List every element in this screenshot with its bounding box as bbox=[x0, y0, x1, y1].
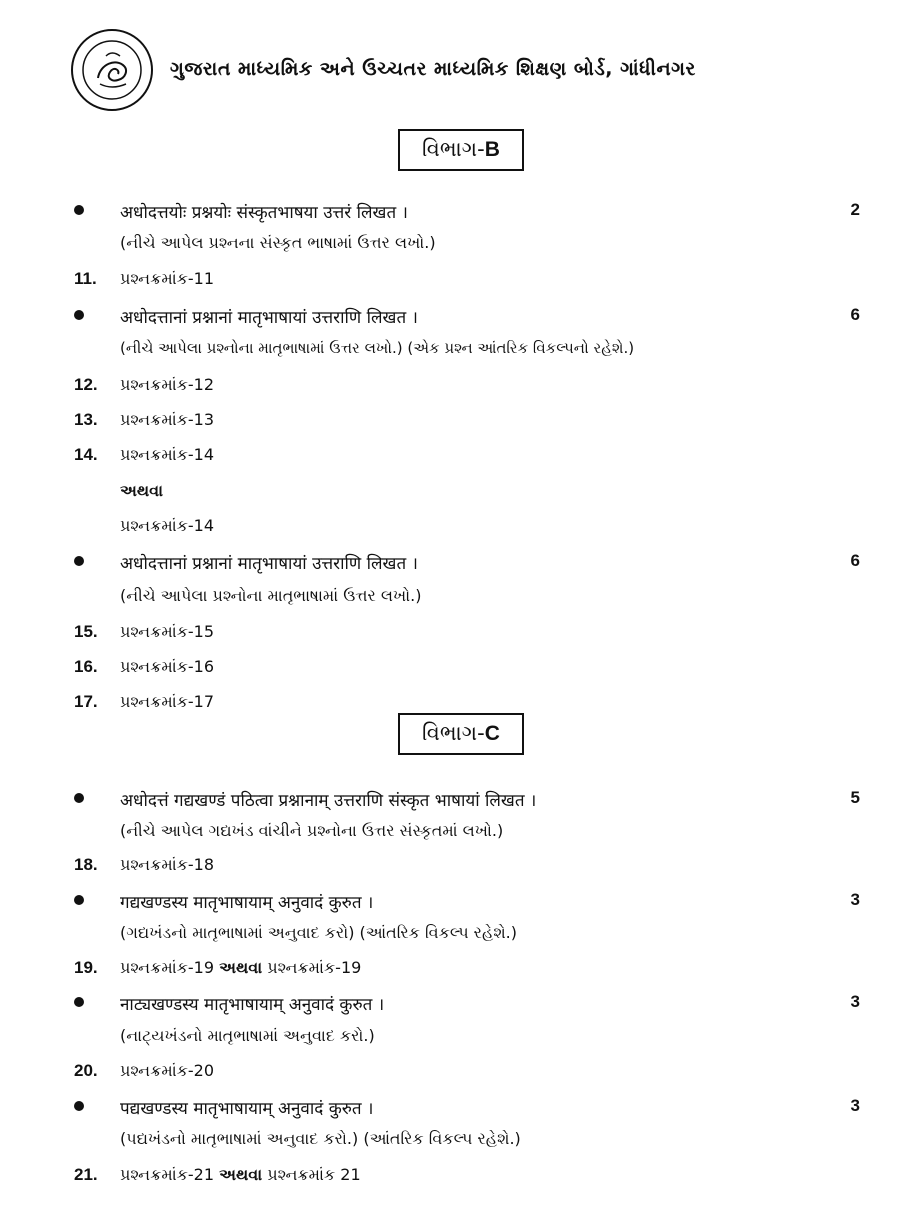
section-b-prefix: વિભાગ- bbox=[422, 137, 485, 161]
question-label-alt: પ્રશ્નક્રમાંક-19 bbox=[267, 958, 362, 977]
question-label bbox=[120, 1165, 361, 1185]
section-c-letter: C bbox=[484, 722, 500, 745]
question-row bbox=[0, 1061, 918, 1091]
instruction-gujarati: (પદ્યખંડનો માતૃભાષામાં અનુવાદ કરો.) (આંતરિક વિકલ્પ રહેશે.) bbox=[120, 1129, 521, 1148]
instruction-sanskrit: गद्यखण्डस्य मातृभाषायाम् अनुवादं कुरुत । bbox=[120, 893, 374, 913]
instruction-row bbox=[0, 992, 918, 1022]
instruction-row bbox=[0, 200, 918, 230]
instruction-sanskrit: अधोदत्तयोः प्रश्नयोः संस्कृतभाषया उत्तरं लिखत । bbox=[120, 203, 409, 223]
question-label: પ્રશ્નક્રમાંક-11 bbox=[120, 269, 215, 288]
alt-question-row bbox=[0, 516, 918, 546]
section-c-heading bbox=[398, 713, 524, 755]
question-row bbox=[0, 1165, 918, 1195]
bullet-icon bbox=[74, 997, 84, 1007]
question-label: પ્રશ્નક્રમાંક-14 bbox=[120, 445, 215, 464]
question-number: 14. bbox=[74, 445, 98, 464]
or-label: અથવા bbox=[219, 958, 263, 977]
question-label: પ્રશ્નક્રમાંક-18 bbox=[120, 855, 215, 874]
or-row bbox=[0, 481, 918, 511]
question-number: 11. bbox=[74, 269, 97, 288]
question-number: 19. bbox=[74, 958, 98, 977]
question-label: પ્રશ્નક્રમાંક-17 bbox=[120, 692, 215, 711]
bullet-icon bbox=[74, 205, 84, 215]
section-b-heading bbox=[398, 129, 524, 171]
instruction-sanskrit: अधोदत्तं गद्यखण्डं पठित्वा प्रश्नानाम् उत्तराणि संस्कृत भाषायां लिखत । bbox=[120, 791, 537, 811]
bullet-icon bbox=[74, 556, 84, 566]
question-number: 18. bbox=[74, 855, 98, 874]
bullet-icon bbox=[74, 895, 84, 905]
instruction-sanskrit: अधोदत्तानां प्रश्नानां मातृभाषायां उत्तराणि लिखत । bbox=[120, 308, 418, 328]
marks: 6 bbox=[850, 305, 860, 324]
section-b-letter: B bbox=[484, 138, 500, 161]
instruction-gujarati: (નાટ્યખંડનો માતૃભાષામાં અનુવાદ કરો.) bbox=[120, 1026, 375, 1045]
bullet-icon bbox=[74, 310, 84, 320]
question-number: 17. bbox=[74, 692, 98, 711]
question-label-alt: પ્રશ્નક્રમાંક 21 bbox=[267, 1165, 361, 1184]
marks: 3 bbox=[850, 890, 860, 909]
question-label: પ્રશ્નક્રમાંક-15 bbox=[120, 622, 215, 641]
instruction-row bbox=[0, 788, 918, 818]
question-row bbox=[0, 445, 918, 475]
marks: 2 bbox=[850, 200, 860, 219]
instruction-gujarati: (ગદ્યખંડનો માતૃભાષામાં અનુવાદ કરો) (આંતરિક વિકલ્પ રહેશે.) bbox=[120, 923, 517, 942]
question-label: પ્રશ્નક્રમાંક-16 bbox=[120, 657, 215, 676]
question-label: પ્રશ્નક્રમાંક-20 bbox=[120, 1061, 215, 1080]
question-number: 13. bbox=[74, 410, 98, 429]
instruction-gujarati-row bbox=[0, 586, 918, 616]
question-row bbox=[0, 410, 918, 440]
instruction-gujarati: (નીચે આપેલ ગદ્યખંડ વાંચીને પ્રશ્નોના ઉત્તર સંસ્કૃતમાં લખો.) bbox=[120, 821, 504, 840]
question-row bbox=[0, 958, 918, 988]
instruction-gujarati-row bbox=[0, 821, 918, 851]
question-row bbox=[0, 622, 918, 652]
instruction-row bbox=[0, 1096, 918, 1126]
instruction-gujarati-row bbox=[0, 1129, 918, 1159]
question-number: 16. bbox=[74, 657, 98, 676]
section-c-prefix: વિભાગ- bbox=[422, 721, 485, 745]
board-title: ગુજરાત માધ્યમિક અને ઉચ્ચતર માધ્યમિક શિક્ષણ બોર્ડ, ગાંધીનગર bbox=[170, 58, 696, 80]
marks: 5 bbox=[850, 788, 860, 807]
question-number: 15. bbox=[74, 622, 98, 641]
question-number: 20. bbox=[74, 1061, 98, 1080]
question-label bbox=[120, 958, 361, 978]
page-header bbox=[70, 28, 890, 108]
instruction-sanskrit: नाट्यखण्डस्य मातृभाषायाम् अनुवादं कुरुत । bbox=[120, 995, 385, 1015]
instruction-gujarati: (નીચે આપેલા પ્રશ્નોના માતૃભાષામાં ઉત્તર લખો.) bbox=[120, 586, 422, 605]
or-label: અથવા bbox=[219, 1165, 263, 1184]
or-label: અથવા bbox=[120, 481, 164, 500]
instruction-gujarati: (નીચે આપેલ પ્રશ્નના સંસ્કૃત ભાષામાં ઉત્તર લખો.) bbox=[120, 233, 436, 252]
instruction-gujarati-row bbox=[0, 923, 918, 953]
board-seal-icon bbox=[70, 28, 154, 112]
marks: 6 bbox=[850, 551, 860, 570]
bullet-icon bbox=[74, 793, 84, 803]
instruction-gujarati: (નીચે આપેલા પ્રશ્નોના માતૃભાષામાં ઉત્તર લખો.) (એક પ્રશ્ન આંતરિક વિકલ્પનો રહેશે.) bbox=[120, 339, 635, 357]
instruction-gujarati-row bbox=[0, 339, 918, 369]
question-label: પ્રશ્નક્રમાંક-12 bbox=[120, 375, 215, 394]
instruction-gujarati-row bbox=[0, 1026, 918, 1056]
question-number: 12. bbox=[74, 375, 98, 394]
marks: 3 bbox=[850, 1096, 860, 1115]
instruction-sanskrit: पद्यखण्डस्य मातृभाषायाम् अनुवादं कुरुत । bbox=[120, 1099, 374, 1119]
question-label: પ્રશ્નક્રમાંક-13 bbox=[120, 410, 215, 429]
bullet-icon bbox=[74, 1101, 84, 1111]
marks: 3 bbox=[850, 992, 860, 1011]
question-label-first: પ્રશ્નક્રમાંક-19 bbox=[120, 958, 215, 977]
instruction-row bbox=[0, 305, 918, 335]
instruction-sanskrit: अधोदत्तानां प्रश्नानां मातृभाषायां उत्तराणि लिखत । bbox=[120, 554, 418, 574]
question-row bbox=[0, 855, 918, 885]
instruction-row bbox=[0, 551, 918, 581]
instruction-gujarati-row bbox=[0, 233, 918, 263]
question-row bbox=[0, 269, 918, 299]
instruction-row bbox=[0, 890, 918, 920]
question-label: પ્રશ્નક્રમાંક-14 bbox=[120, 516, 215, 535]
question-label-first: પ્રશ્નક્રમાંક-21 bbox=[120, 1165, 215, 1184]
question-row bbox=[0, 657, 918, 687]
question-row bbox=[0, 375, 918, 405]
question-number: 21. bbox=[74, 1165, 98, 1184]
